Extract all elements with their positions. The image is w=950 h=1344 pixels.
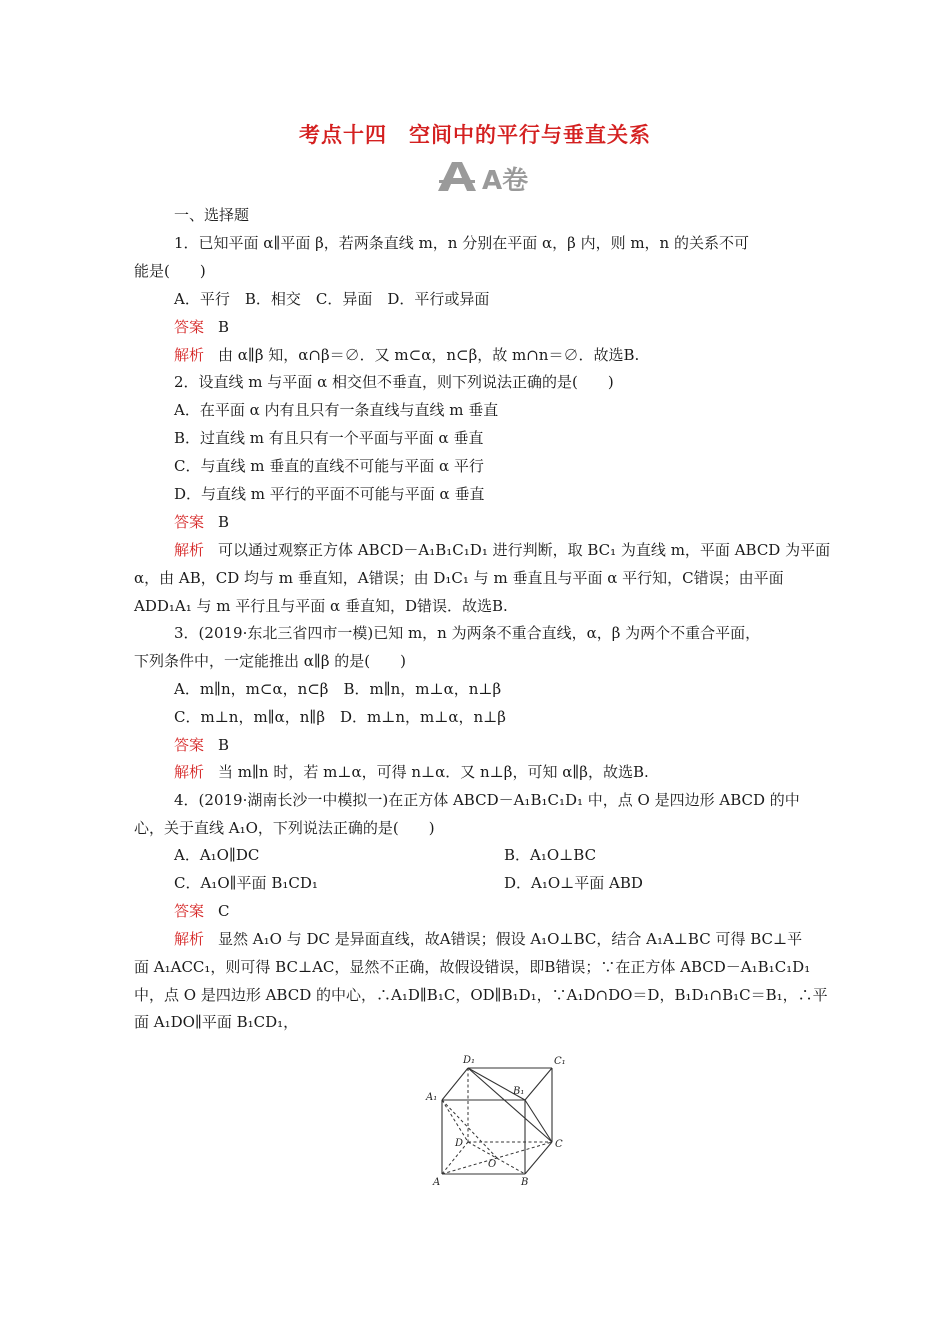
edge-a1d1 <box>442 1068 468 1100</box>
section-heading: 一、选择题 <box>174 206 250 224</box>
cube-figure <box>420 1044 572 1194</box>
q3-stem-line-1: 3．(2019·东北三省四市一模)已知 m，n 为两条不重合直线，α，β 为两个不重合平面， <box>174 624 761 642</box>
q1-answer <box>174 315 864 339</box>
label-d: D <box>455 1138 464 1149</box>
q1-analysis <box>174 343 864 367</box>
answer-value: B <box>218 736 230 754</box>
label-b1: B₁ <box>513 1086 525 1097</box>
seg-a1d <box>442 1100 468 1142</box>
answer-value: B <box>218 513 230 531</box>
q4-option-d: D．A₁O⊥平面 ABD <box>504 874 643 892</box>
q3-stem-line-2: 下列条件中，一定能推出 α∥β 的是( ) <box>134 652 406 670</box>
label-c: C <box>555 1139 563 1150</box>
q4-analysis-line-2: 面 A₁ACC₁，则可得 BC⊥AC，显然不正确，故假设错误，即B错误；∵在正方体 ABCD－A₁B₁C₁D₁ <box>134 958 811 976</box>
answer-label: 答案 <box>174 318 205 336</box>
edge-b1c <box>525 1100 552 1142</box>
label-o: O <box>488 1159 497 1170</box>
q4-stem-line-2: 心，关于直线 A₁O，下列说法正确的是( ) <box>134 819 435 837</box>
analysis-label: 解析 <box>174 763 205 781</box>
q2-answer <box>174 510 864 534</box>
q4-analysis-line-1 <box>174 927 864 951</box>
edge-b1c1 <box>525 1068 552 1100</box>
q1-options: A．平行 B．相交 C．异面 D．平行或异面 <box>174 290 490 308</box>
q2-option-d: D．与直线 m 平行的平面不可能与平面 α 垂直 <box>174 485 485 503</box>
label-a1: A₁ <box>426 1092 438 1103</box>
q1-stem-line-1: 1．已知平面 α∥平面 β，若两条直线 m，n 分别在平面 α，β 内，则 m，n 的关系不可 <box>174 234 749 252</box>
q3-options-cd: C．m⊥n，m∥α，n∥β D．m⊥n，m⊥α，n⊥β <box>174 708 506 726</box>
q4-option-c: C．A₁O∥平面 B₁CD₁ <box>174 874 318 892</box>
analysis-label: 解析 <box>174 541 205 559</box>
label-c1: C₁ <box>554 1056 566 1067</box>
answer-value: C <box>218 902 230 920</box>
q4-analysis-line-3: 中，点 O 是四边形 ABCD 的中心，∴A₁D∥B₁C，OD∥B₁D₁，∵A₁D∩DO＝D，B₁D₁∩B₁C＝B₁，∴平 <box>134 986 828 1004</box>
analysis-text: 由 α∥β 知，α∩β＝∅．又 m⊂α，n⊂β，故 m∩n＝∅．故选B. <box>218 346 640 364</box>
seg-a1o <box>442 1100 497 1158</box>
q2-analysis-line-3: ADD₁A₁ 与 m 平行且与平面 α 垂直知，D错误．故选B. <box>134 597 508 615</box>
q4-answer <box>174 899 864 923</box>
analysis-text: 显然 A₁O 与 DC 是异面直线，故A错误；假设 A₁O⊥BC，结合 A₁A⊥BC 可得 BC⊥平 <box>218 930 803 948</box>
q2-analysis-line-2: α，由 AB，CD 均与 m 垂直知，A错误；由 D₁C₁ 与 m 垂直且与平面 α 平行知，C错误；由平面 <box>134 569 784 587</box>
volume-mark-a <box>436 158 536 194</box>
analysis-text: 当 m∥n 时，若 m⊥α，可得 n⊥α．又 n⊥β，可知 α∥β，故选B. <box>218 763 649 781</box>
label-d1: D₁ <box>463 1055 476 1066</box>
answer-label: 答案 <box>174 902 205 920</box>
page-title: 考点十四 空间中的平行与垂直关系 <box>299 123 651 147</box>
q4-option-a: A．A₁O∥DC <box>174 846 260 864</box>
q2-option-b: B．过直线 m 有且只有一个平面与平面 α 垂直 <box>174 429 484 447</box>
q4-analysis-line-4: 面 A₁DO∥平面 B₁CD₁， <box>134 1013 299 1031</box>
q3-answer <box>174 733 864 757</box>
q1-stem-line-2: 能是( ) <box>134 262 206 280</box>
q3-options-ab: A．m∥n，m⊂α，n⊂β B．m∥n，m⊥α，n⊥β <box>174 680 502 698</box>
volume-label: A卷 <box>482 166 529 194</box>
q4-stem-line-1: 4．(2019·湖南长沙一中模拟一)在正方体 ABCD－A₁B₁C₁D₁ 中，点 O 是四边形 ABCD 的中 <box>174 791 800 809</box>
label-b: B <box>521 1177 529 1188</box>
answer-label: 答案 <box>174 513 205 531</box>
analysis-label: 解析 <box>174 346 205 364</box>
edge-bc <box>525 1142 552 1174</box>
q2-option-a: A．在平面 α 内有且只有一条直线与直线 m 垂直 <box>174 401 499 419</box>
q2-option-c: C．与直线 m 垂直的直线不可能与平面 α 平行 <box>174 457 484 475</box>
q3-analysis <box>174 760 864 784</box>
answer-value: B <box>218 318 230 336</box>
label-a: A <box>433 1177 441 1188</box>
analysis-label: 解析 <box>174 930 205 948</box>
q2-analysis-line-1 <box>174 538 864 562</box>
edge-d1c <box>468 1068 552 1142</box>
analysis-text: 可以通过观察正方体 ABCD－A₁B₁C₁D₁ 进行判断，取 BC₁ 为直线 m，平面 ABCD 为平面 <box>218 541 831 559</box>
q4-option-b: B．A₁O⊥BC <box>504 846 597 864</box>
answer-label: 答案 <box>174 736 205 754</box>
q2-stem: 2．设直线 m 与平面 α 相交但不垂直，则下列说法正确的是( ) <box>174 373 614 391</box>
